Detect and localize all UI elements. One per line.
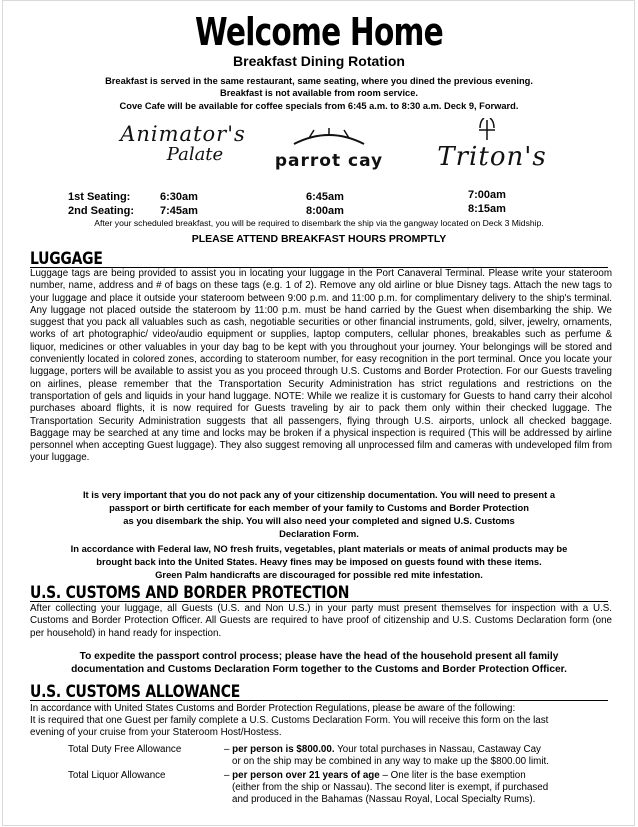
- seating-time: 8:15am: [468, 203, 506, 215]
- seating-time: 7:45am: [160, 205, 198, 217]
- allowance-row-bold: per person is $800.00.: [232, 744, 335, 755]
- allowance-row-text: – per person is $800.00. Your total purchases in Nassau, Castaway Cay: [224, 744, 541, 755]
- allowance-row-bold: per person over 21 years of age: [232, 770, 380, 781]
- federal-line: In accordance with Federal law, NO fresh fruits, vegetables, plant materials or meats of animal products may be: [70, 543, 568, 554]
- disembark-note: After your scheduled breakfast, you will be required to disembark the ship via the gangway located on Deck 3 Midship.: [94, 218, 544, 228]
- seating-time: 6:45am: [306, 191, 344, 203]
- seating-label: 1st Seating:: [68, 191, 131, 203]
- parrot-cay-sun-icon: [274, 128, 384, 148]
- allowance-row-label: Total Duty Free Allowance: [68, 744, 182, 755]
- federal-line: Green Palm handicrafts are discouraged for possible red mite infestation.: [155, 569, 483, 580]
- citizenship-line: It is very important that you do not pack any of your citizenship documentation. You will need to present a: [82, 489, 556, 500]
- allowance-row-line: and produced in the Bahamas (Nassau Royal, Local Specialty Rums).: [232, 794, 536, 805]
- allowance-intro-line: evening of your cruise from your Stateroom Host/Hostess.: [30, 727, 282, 738]
- seating-time: 7:00am: [468, 189, 506, 201]
- intro-line: Breakfast is not available from room service.: [220, 88, 418, 98]
- allowance-heading: U.S. CUSTOMS ALLOWANCE: [30, 682, 240, 702]
- allowance-intro-line: It is required that one Guest per family complete a U.S. Customs Declaration Form. You will receive this form on the last: [30, 715, 549, 726]
- passport-callout-line: documentation and Customs Declaration Form together to the Customs and Border Protection Officer.: [71, 664, 567, 675]
- citizenship-line: as you disembark the ship. You will also need your completed and signed U.S. Customs: [123, 515, 515, 526]
- logo-line: Triton's: [437, 142, 547, 172]
- logo-line: Animator's: [120, 122, 246, 146]
- luggage-heading: LUGGAGE: [30, 249, 103, 269]
- seating-time: 8:00am: [306, 205, 344, 217]
- allowance-row-rest: Your total purchases in Nassau, Castaway Cay: [337, 744, 541, 755]
- citizenship-line: Declaration Form.: [279, 528, 359, 539]
- allowance-row-line: or on the ship may be combined in any way to make up the $800.00 limit.: [232, 756, 549, 767]
- allowance-row-label: Total Liquor Allowance: [68, 770, 166, 781]
- seating-time: 6:30am: [160, 191, 198, 203]
- section-rule: [30, 601, 608, 602]
- page-title: Welcome Home: [195, 10, 443, 54]
- allowance-row-line: (either from the ship or Nassau). The second liter is exempt, if purchased: [232, 782, 549, 793]
- intro-line: Cove Cafe will be available for coffee specials from 6:45 a.m. to 8:30 a.m. Deck 9, Forward.: [119, 101, 519, 111]
- section-rule: [30, 700, 608, 701]
- passport-callout-line: To expedite the passport control process; please have the head of the household present all family: [79, 651, 559, 662]
- seating-label: 2nd Seating:: [68, 205, 135, 217]
- parrot-cay-logo: [274, 128, 384, 170]
- customs-body: After collecting your luggage, all Guests (U.S. and Non U.S.) in your party must present themselves for inspection with a U.S. Customs and Border Protection Officer. All Guests are required to have proof of citizenship and U.S. Customs Declaration form (one per household) in hand ready for inspection.: [30, 603, 612, 639]
- tritons-logo: [432, 118, 552, 170]
- animators-palate-logo: [118, 123, 248, 165]
- attend-note: PLEASE ATTEND BREAKFAST HOURS PROMPTLY: [191, 233, 447, 245]
- intro-line: Breakfast is served in the same restaurant, same seating, where you dined the previous evening.: [105, 76, 533, 86]
- allowance-row-text: – per person over 21 years of age – One liter is the base exemption: [224, 770, 526, 781]
- trident-icon: [432, 118, 552, 140]
- federal-line: brought back into the United States. Heavy fines may be imposed on guests found with these items.: [96, 556, 542, 567]
- luggage-body: Luggage tags are being provided to assist you in locating your luggage in the Port Canaveral Terminal. Please write your stateroom number, name, address and # of bags on these tags (e.g. 1 of 2). Remove any old airline or blue Disney tags. Attach the new tags to your luggage and place it outside your stateroom between 9:00 p.m. and 11:00 p.m. for complimentary delivery to the ship's terminal. Any luggage not placed outside the stateroom by 11:00 p.m. must be hand carried by the Guest when disembarking the ship. We suggest that you pack all valuables such as cash, negotiable securities or other financial instruments, gold, silver, jewelry, ornaments, works of art photographic/ video/audio equipment or supplies, laptop computers, cellular phones, breakables such as perfume & liquor, medicines or other valuables in your day bag to be kept with you throughout your journey. Your belongings will be stored and conveniently located in colored zones, according to stateroom number, for easy recognition in the port terminal. Once you locate your luggage, porters will be available to assist you as you proceed through U.S. Customs and Border Protection. For our Guests traveling on airlines, please remember that the Transportation Security Administration has strict regulations and restrictions on the transportation of gels and liquids in your hand luggage. NOTE: While we realize it is customary for Guests to hand carry their alcohol purchases aboard flights, it is now required for Guests traveling by air to pack them only within their checked luggage. The Transportation Security Administration suggests that all passengers, flying through U.S. airports, unlock all checked baggage. Baggage may be searched at any time and locks may be broken if a physical inspection is required (This will be addressed by airline personnel when accepting Guest luggage). They also suggest removing all unprocessed film and cameras with undeveloped film from your luggage.: [30, 268, 612, 464]
- logo-line: Palate: [166, 144, 224, 165]
- allowance-row-rest: – One liter is the base exemption: [382, 770, 526, 781]
- citizenship-line: passport or birth certificate for each member of your family to Customs and Border Protection: [109, 502, 529, 513]
- logo-line: parrot cay: [274, 151, 384, 171]
- page-subtitle: Breakfast Dining Rotation: [233, 53, 405, 69]
- customs-heading: U.S. CUSTOMS AND BORDER PROTECTION: [30, 583, 350, 603]
- allowance-intro-line: In accordance with United States Customs and Border Protection Regulations, please be aware of the following:: [30, 703, 516, 714]
